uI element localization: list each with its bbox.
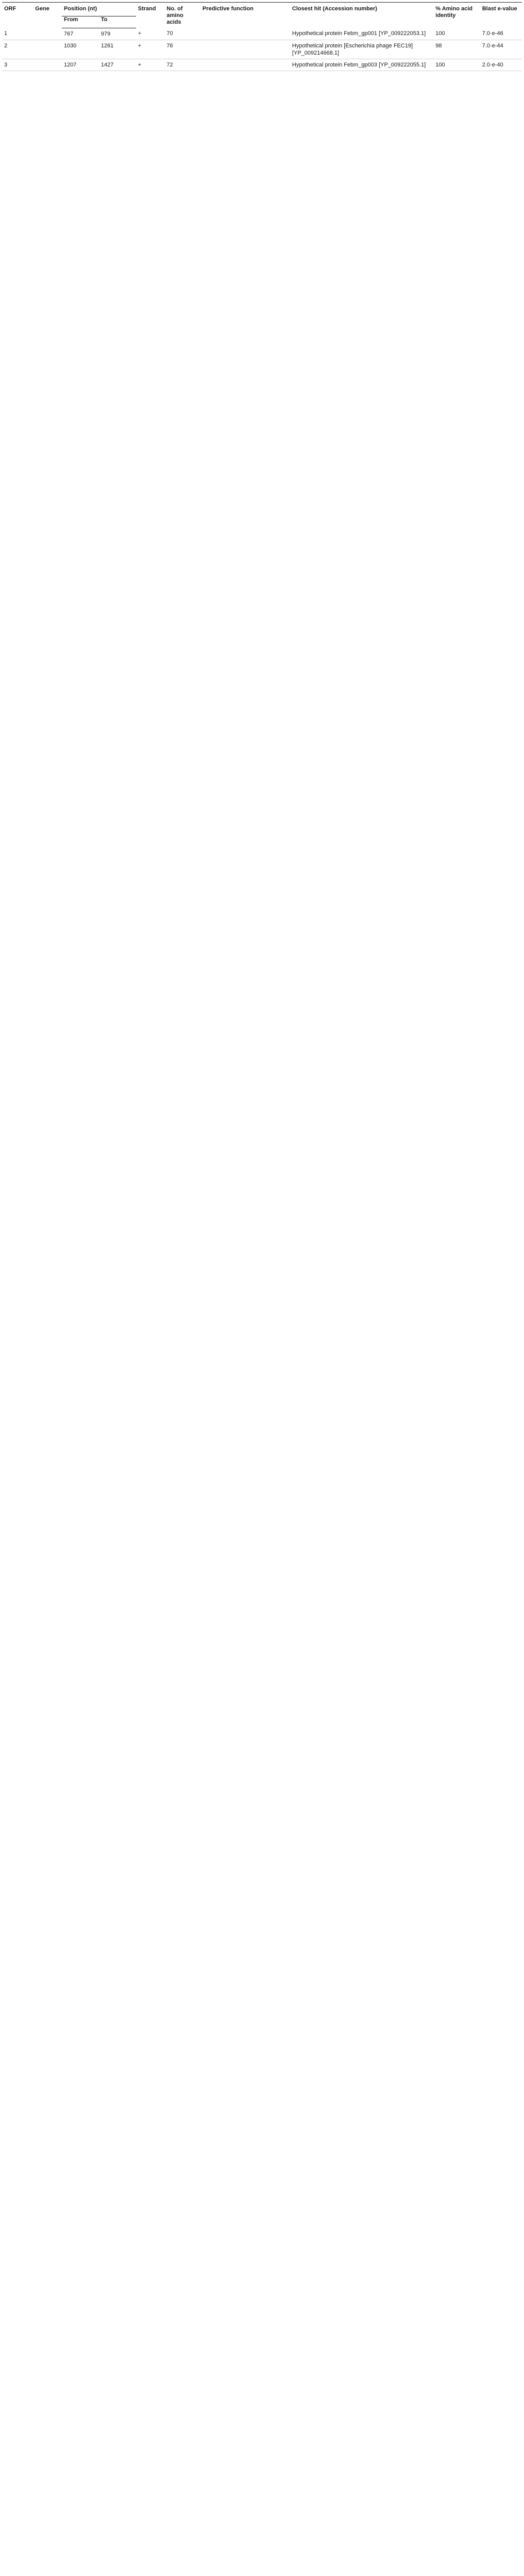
cell-amino-acids: 70 bbox=[164, 28, 200, 40]
header-identity: % Amino acid identity bbox=[433, 3, 480, 28]
cell-evalue: 2.0·e-40 bbox=[480, 59, 522, 71]
cell-gene bbox=[33, 59, 62, 71]
cell-from: 1207 bbox=[62, 59, 99, 71]
table-row bbox=[2, 40, 522, 59]
cell-to: 1261 bbox=[99, 40, 136, 59]
cell-function bbox=[200, 28, 290, 40]
header-strand: Strand bbox=[136, 3, 165, 28]
header-position: Position (nt) bbox=[62, 3, 136, 16]
orf-annotation-table bbox=[2, 2, 522, 2576]
cell-amino-acids: 76 bbox=[164, 40, 200, 59]
cell-strand: + bbox=[136, 59, 165, 71]
cell-identity: 100 bbox=[433, 28, 480, 40]
cell-function bbox=[200, 40, 290, 59]
cell-function bbox=[200, 59, 290, 71]
header-amino-acids: No. of amino acids bbox=[164, 3, 200, 28]
header-orf: ORF bbox=[2, 3, 33, 28]
cell-from: 1030 bbox=[62, 40, 99, 59]
cell-orf: 3 bbox=[2, 59, 33, 71]
cell-evalue: 7.0·e-46 bbox=[480, 28, 522, 40]
cell-strand: + bbox=[136, 40, 165, 59]
header-to: To bbox=[99, 16, 136, 28]
header-gene: Gene bbox=[33, 3, 62, 28]
header-from: From bbox=[62, 16, 99, 28]
table-row bbox=[2, 28, 522, 40]
table-row bbox=[2, 59, 522, 71]
table-remainder-cell bbox=[2, 71, 522, 2576]
cell-from: 767 bbox=[62, 28, 99, 40]
cell-orf: 1 bbox=[2, 28, 33, 40]
header-closest-hit: Closest hit (Accession number) bbox=[290, 3, 433, 28]
cell-identity: 100 bbox=[433, 59, 480, 71]
cell-amino-acids: 72 bbox=[164, 59, 200, 71]
cell-to: 1427 bbox=[99, 59, 136, 71]
cell-identity: 98 bbox=[433, 40, 480, 59]
cell-closest-hit: Hypothetical protein Febm_gp003 [YP_009222055.1] bbox=[290, 59, 433, 71]
header-predictive-function: Predictive function bbox=[200, 3, 290, 28]
header-evalue: Blast e-value bbox=[480, 3, 522, 28]
cell-gene bbox=[33, 28, 62, 40]
cell-orf: 2 bbox=[2, 40, 33, 59]
table-remainder bbox=[2, 71, 522, 2576]
cell-to: 979 bbox=[99, 28, 136, 40]
cell-strand: + bbox=[136, 28, 165, 40]
cell-gene bbox=[33, 40, 62, 59]
cell-closest-hit: Hypothetical protein Febm_gp001 [YP_009222053.1] bbox=[290, 28, 433, 40]
cell-closest-hit: Hypothetical protein [Escherichia phage FEC19] [YP_009214668.1] bbox=[290, 40, 433, 59]
cell-evalue: 7.0·e-44 bbox=[480, 40, 522, 59]
